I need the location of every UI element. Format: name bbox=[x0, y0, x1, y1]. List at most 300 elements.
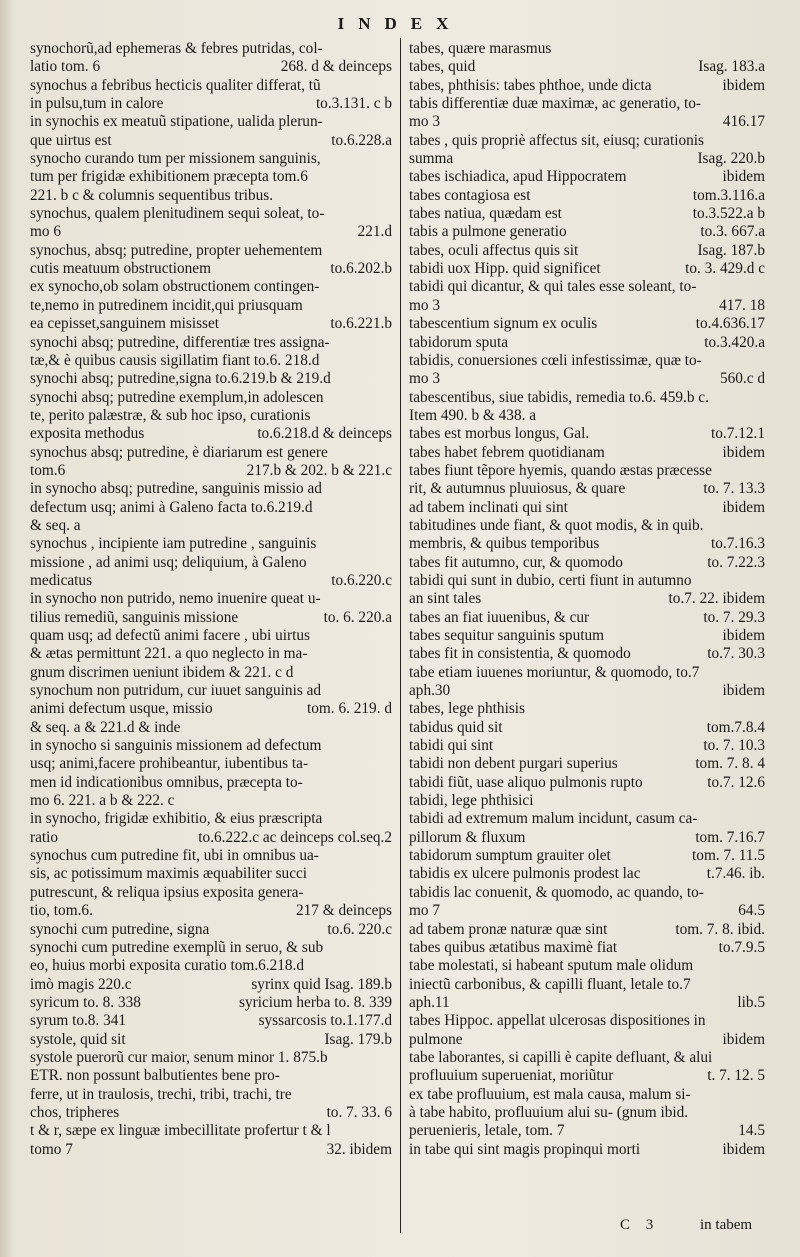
index-entry-line bbox=[30, 58, 392, 76]
index-entry-line bbox=[409, 664, 765, 682]
index-entry-line bbox=[409, 921, 765, 939]
entry-reference: to.3.522.a b bbox=[692, 205, 765, 223]
entry-reference: 217.b & 202. b & 221.c bbox=[246, 461, 392, 479]
entry-reference: ibidem bbox=[722, 1140, 765, 1158]
entry-text: te,nemo in putredinem incidit,qui priusquam bbox=[30, 296, 303, 314]
index-entry-line bbox=[409, 113, 765, 131]
entry-text: pulmone bbox=[409, 1030, 463, 1048]
entry-text: tabes sequitur sanguinis sputum bbox=[409, 627, 605, 644]
entry-reference: to.6.220.c bbox=[331, 571, 392, 589]
index-entry-line bbox=[30, 187, 392, 205]
entry-text: tabes natiua, quædam est bbox=[409, 205, 562, 223]
entry-text: tabe etiam iuuenes moriuntur, & quomodo, to.7 bbox=[409, 663, 700, 681]
index-entry-line bbox=[409, 58, 765, 76]
entry-text: systole, quid sit bbox=[30, 1030, 126, 1048]
index-entry-line bbox=[409, 939, 765, 957]
entry-reference: ibidem bbox=[722, 627, 765, 644]
entry-text: imò magis 220.c bbox=[30, 975, 132, 993]
entry-text: mo 6 bbox=[30, 223, 62, 241]
entry-reference: t.7.46. ib. bbox=[706, 865, 765, 883]
entry-reference: ibidem bbox=[722, 1030, 765, 1048]
index-entry-line bbox=[30, 939, 392, 957]
entry-text: tabescentibus, siue tabidis, remedia to.6. 459.b c. bbox=[409, 388, 709, 406]
index-entry-line bbox=[30, 1122, 392, 1140]
entry-reference: to.3.131. c b bbox=[315, 95, 392, 113]
index-entry-line bbox=[409, 590, 765, 608]
entry-reference: to. 7. 13.3 bbox=[703, 480, 765, 498]
entry-text: tabes, phthisis: tabes phthoe, unde dicta bbox=[409, 76, 652, 94]
index-entry-line bbox=[409, 205, 765, 223]
index-entry-line bbox=[409, 425, 765, 443]
entry-text: tabidus quid sit bbox=[409, 718, 503, 736]
entry-reference: 268. d & deinceps bbox=[280, 58, 392, 76]
entry-text: tabes habet febrem quotidianam bbox=[409, 443, 605, 461]
entry-text: tabitudines unde fiant, & quot modis, & in quib. bbox=[409, 516, 704, 534]
entry-text: tomo 7 bbox=[30, 1140, 73, 1158]
entry-reference: syssarcosis to.1.177.d bbox=[258, 1012, 392, 1030]
index-entry-line bbox=[409, 315, 765, 333]
entry-text: tabes contagiosa est bbox=[409, 186, 531, 204]
right-column bbox=[409, 40, 765, 1159]
column-divider bbox=[400, 38, 401, 1233]
index-entry-line bbox=[30, 609, 392, 627]
index-entry-line bbox=[30, 352, 392, 370]
index-entry-line bbox=[30, 315, 392, 333]
entry-text: men id indicationibus omnibus, præcepta to- bbox=[30, 773, 303, 791]
entry-reference: 14.5 bbox=[738, 1122, 765, 1140]
entry-reference: 416.17 bbox=[722, 113, 765, 131]
entry-reference: to. 6. 220.a bbox=[323, 608, 392, 626]
entry-text: quam usq; ad defectũ animi facere , ubi uirtus bbox=[30, 627, 310, 644]
index-entry-line bbox=[30, 132, 392, 150]
entry-reference: to.7.12.1 bbox=[711, 425, 765, 443]
index-entry-line bbox=[30, 700, 392, 718]
entry-text: cutis meatuum obstructionem bbox=[30, 260, 211, 278]
index-entry-line bbox=[30, 829, 392, 847]
entry-text: synochi cum putredine, signa bbox=[30, 920, 210, 938]
index-entry-line bbox=[409, 1012, 765, 1030]
index-entry-line bbox=[30, 865, 392, 883]
index-entry-line bbox=[409, 1049, 765, 1067]
index-entry-line bbox=[409, 370, 765, 388]
entry-text: synochus , incipiente iam putredine , sanguinis bbox=[30, 535, 317, 553]
entry-reference: Isag. 179.b bbox=[324, 1030, 392, 1048]
entry-reference: to.7. 30.3 bbox=[707, 645, 765, 663]
entry-reference: Isag. 220.b bbox=[697, 150, 765, 168]
index-entry-line bbox=[30, 884, 392, 902]
entry-reference: tom. 7. 8. 4 bbox=[695, 755, 765, 773]
index-entry-line bbox=[409, 1104, 765, 1122]
index-entry-line bbox=[30, 590, 392, 608]
index-entry-line bbox=[409, 297, 765, 315]
entry-text: mo 6. 221. a b & 222. c bbox=[30, 792, 175, 810]
entry-reference: 417. 18 bbox=[719, 296, 765, 314]
index-entry-line bbox=[409, 572, 765, 590]
index-entry-line bbox=[409, 95, 765, 113]
index-entry-line bbox=[409, 334, 765, 352]
index-entry-line bbox=[30, 480, 392, 498]
entry-text: usq; animi,facere prohibeantur, iubentibus ta- bbox=[30, 755, 309, 773]
entry-text: ad tabem inclinati qui sint bbox=[409, 498, 568, 516]
index-entry-line bbox=[409, 132, 765, 150]
index-entry-line bbox=[30, 334, 392, 352]
entry-text: synochorũ,ad ephemeras & febres putridas, col- bbox=[30, 40, 323, 57]
entry-text: tabidi qui sint bbox=[409, 737, 494, 755]
index-entry-line bbox=[409, 957, 765, 975]
entry-reference: to.6.202.b bbox=[330, 260, 392, 278]
entry-reference: to.7. 12.6 bbox=[707, 773, 765, 791]
index-entry-line bbox=[30, 278, 392, 296]
entry-reference: ibidem bbox=[722, 498, 765, 516]
entry-text: & ætas permittunt 221. a quo neglecto in ma- bbox=[30, 645, 308, 663]
entry-text: tom.6 bbox=[30, 461, 66, 479]
index-entry-line bbox=[30, 755, 392, 773]
entry-reference: to.6.221.b bbox=[330, 315, 392, 333]
index-entry-line bbox=[409, 902, 765, 920]
entry-reference: 64.5 bbox=[738, 902, 765, 920]
entry-text: ETR. non possunt balbutientes bene pro- bbox=[30, 1067, 280, 1085]
index-entry-line bbox=[409, 499, 765, 517]
index-entry-line bbox=[409, 774, 765, 792]
entry-text: iniectũ carbonibus, & capilli fluant, letale to.7 bbox=[409, 975, 691, 993]
index-entry-line bbox=[409, 517, 765, 535]
entry-reference: to. 7. 33. 6 bbox=[326, 1103, 392, 1121]
index-entry-line bbox=[30, 95, 392, 113]
entry-text: tabidis lac conuenit, & quomodo, ac quando, to- bbox=[409, 883, 704, 901]
index-entry-line bbox=[30, 627, 392, 645]
index-entry-line bbox=[30, 792, 392, 810]
entry-reference: to. 7. 10.3 bbox=[703, 737, 765, 755]
index-entry-line bbox=[30, 535, 392, 553]
entry-text: tabis a pulmone generatio bbox=[409, 223, 567, 241]
entry-text: gnum discrimen ueniunt ibidem & 221. c d bbox=[30, 663, 294, 681]
entry-text: synochus absq; putredine, è diariarum est genere bbox=[30, 443, 328, 461]
entry-reference: to. 7.22.3 bbox=[707, 553, 765, 571]
index-entry-line bbox=[409, 829, 765, 847]
entry-reference: 32. ibidem bbox=[326, 1140, 392, 1158]
entry-text: tabes, quid bbox=[409, 58, 476, 76]
index-entry-line bbox=[30, 1012, 392, 1030]
index-entry-line bbox=[30, 1067, 392, 1085]
entry-text: tabidis ex ulcere pulmonis prodest lac bbox=[409, 865, 641, 883]
index-entry-line bbox=[409, 737, 765, 755]
entry-reference: Isag. 183.a bbox=[698, 58, 765, 76]
entry-text: tabes, quære marasmus bbox=[409, 40, 552, 57]
index-entry-line bbox=[409, 278, 765, 296]
entry-text: in synochis ex meatuũ stipatione, ualida plerun- bbox=[30, 113, 323, 131]
index-entry-line bbox=[30, 957, 392, 975]
entry-reference: tom.3.116.a bbox=[692, 186, 765, 204]
signature-mark: C 3 bbox=[620, 1217, 660, 1233]
index-entry-line bbox=[409, 444, 765, 462]
index-entry-line bbox=[30, 1104, 392, 1122]
entry-text: putrescunt, & reliqua ipsius exposita genera- bbox=[30, 883, 304, 901]
index-entry-line bbox=[30, 242, 392, 260]
entry-text: tabes, lege phthisis bbox=[409, 700, 525, 718]
entry-text: & seq. a & 221.d & inde bbox=[30, 718, 181, 736]
index-entry-line bbox=[30, 902, 392, 920]
entry-text: in synocho, frigidæ exhibitio, & eius præscripta bbox=[30, 810, 323, 828]
entry-reference: to.6.222.c ac deinceps col.seq.2 bbox=[198, 828, 392, 846]
entry-reference: to. 7. 29.3 bbox=[703, 608, 765, 626]
entry-text: systole puerorũ cur maior, senum minor 1. 875.b bbox=[30, 1048, 328, 1066]
entry-reference: to.7. 22. ibidem bbox=[668, 590, 765, 608]
index-entry-line bbox=[30, 77, 392, 95]
entry-reference: syrinx quid Isag. 189.b bbox=[251, 975, 392, 993]
entry-text: profluuium superueniat, moriũtur bbox=[409, 1067, 614, 1085]
entry-text: tabes Hippoc. appellat ulcerosas dispositiones in bbox=[409, 1012, 706, 1030]
index-entry-line bbox=[30, 205, 392, 223]
entry-text: in synocho non putrido, nemo inuenire queat u- bbox=[30, 590, 321, 608]
entry-reference: to.6. 220.c bbox=[327, 920, 392, 938]
entry-text: tabes est morbus longus, Gal. bbox=[409, 425, 590, 443]
entry-text: tabidi ad extremum malum incidunt, casum ca- bbox=[409, 810, 698, 828]
entry-text: tabes an fiat iuuenibus, & cur bbox=[409, 608, 590, 626]
entry-reference: ibidem bbox=[722, 682, 765, 700]
entry-text: rit, & autumnus pluuiosus, & quare bbox=[409, 480, 626, 498]
entry-text: eo, huius morbi exposita curatio tom.6.218.d bbox=[30, 957, 305, 975]
entry-reference: ibidem bbox=[722, 443, 765, 461]
entry-text: Item 490. b & 438. a bbox=[409, 406, 537, 424]
index-entry-line bbox=[30, 774, 392, 792]
index-entry-line bbox=[30, 554, 392, 572]
index-entry-line bbox=[409, 792, 765, 810]
index-entry-line bbox=[409, 1086, 765, 1104]
index-entry-line bbox=[409, 462, 765, 480]
entry-reference: tom.7.8.4 bbox=[706, 718, 765, 736]
index-entry-line bbox=[409, 755, 765, 773]
entry-reference: to. 3. 429.d c bbox=[685, 260, 765, 278]
index-entry-line bbox=[409, 884, 765, 902]
index-entry-line bbox=[30, 425, 392, 443]
index-entry-line bbox=[409, 700, 765, 718]
index-entry-line bbox=[409, 976, 765, 994]
entry-reference: to.6.228.a bbox=[331, 131, 392, 149]
index-entry-line bbox=[409, 682, 765, 700]
index-entry-line bbox=[409, 168, 765, 186]
index-entry-line bbox=[409, 150, 765, 168]
entry-reference: to.4.636.17 bbox=[695, 315, 765, 333]
entry-reference: tom. 7.16.7 bbox=[695, 828, 765, 846]
page-header: INDEX bbox=[337, 14, 463, 33]
index-entry-line bbox=[409, 40, 765, 58]
entry-text: synocho curando tum per missionem sanguinis, bbox=[30, 150, 321, 168]
entry-reference: tom. 7. 8. ibid. bbox=[675, 920, 765, 938]
entry-text: ratio bbox=[30, 828, 59, 846]
entry-text: peruenieris, letale, tom. 7 bbox=[409, 1122, 565, 1140]
index-entry-line bbox=[409, 994, 765, 1012]
index-entry-line bbox=[409, 609, 765, 627]
entry-text: tabidorum sputa bbox=[409, 333, 508, 351]
entry-text: tabescentium signum ex oculis bbox=[409, 315, 598, 333]
entry-text: tabes fit autumno, cur, & quomodo bbox=[409, 553, 623, 571]
entry-text: mo 3 bbox=[409, 370, 441, 388]
index-entry-line bbox=[30, 499, 392, 517]
index-entry-line bbox=[409, 1122, 765, 1140]
index-entry-line bbox=[409, 810, 765, 828]
entry-text: in synocho absq; putredine, sanguinis missio ad bbox=[30, 480, 322, 498]
index-entry-line bbox=[409, 480, 765, 498]
index-entry-line bbox=[30, 645, 392, 663]
index-entry-line bbox=[30, 444, 392, 462]
entry-text: synochum non putridum, cur iuuet sanguinis ad bbox=[30, 682, 322, 700]
index-entry-line bbox=[30, 847, 392, 865]
entry-text: synochus, absq; putredine, propter uehementem bbox=[30, 241, 323, 259]
entry-reference: 217 & deinceps bbox=[295, 902, 392, 920]
index-entry-line bbox=[409, 1141, 765, 1159]
entry-text: tabes fit in consistentia, & quomodo bbox=[409, 645, 631, 663]
entry-reference: 560.c d bbox=[719, 370, 765, 388]
entry-text: tabidi qui dicantur, & qui tales esse soleant, to- bbox=[409, 278, 697, 296]
index-entry-line bbox=[30, 113, 392, 131]
entry-reference: tom. 6. 219. d bbox=[307, 700, 392, 718]
entry-text: tabidorum sumptum grauiter olet bbox=[409, 847, 611, 865]
entry-reference: t. 7. 12. 5 bbox=[707, 1067, 765, 1085]
entry-text: tabidi, lege phthisici bbox=[409, 792, 534, 810]
entry-text: tæ,& è quibus causis sigillatim fiant to.6. 218.d bbox=[30, 351, 320, 369]
index-entry-line bbox=[409, 352, 765, 370]
entry-text: tabe molestati, si habeant sputum male olidum bbox=[409, 957, 694, 975]
index-entry-line bbox=[409, 719, 765, 737]
entry-text: ad tabem pronæ naturæ quæ sint bbox=[409, 920, 608, 938]
index-entry-line bbox=[30, 1049, 392, 1067]
entry-text: synochus, qualem plenitudinem sequi soleat, to- bbox=[30, 205, 325, 223]
index-entry-line bbox=[30, 462, 392, 480]
entry-text: defectum usq; animi à Galeno facta to.6.219.d bbox=[30, 498, 313, 516]
entry-reference: to.7.16.3 bbox=[711, 535, 765, 553]
entry-text: tabidi fiũt, uase aliquo pulmonis rupto bbox=[409, 773, 643, 791]
entry-text: t & r, sæpe ex linguæ imbecillitate profertur t & l bbox=[30, 1122, 331, 1140]
index-entry-line bbox=[409, 627, 765, 645]
entry-text: tabes fiunt tẽpore hyemis, quando æstas præcesse bbox=[409, 461, 712, 479]
entry-text: medicatus bbox=[30, 571, 93, 589]
entry-reference: to.3.420.a bbox=[704, 333, 765, 351]
index-entry-line bbox=[409, 407, 765, 425]
entry-text: mo 3 bbox=[409, 296, 441, 314]
entry-reference: syricium herba to. 8. 339 bbox=[239, 993, 392, 1011]
entry-text: syrum to.8. 341 bbox=[30, 1012, 127, 1030]
entry-text: & seq. a bbox=[30, 516, 81, 534]
index-entry-line bbox=[409, 1031, 765, 1049]
entry-text: synochi cum putredine exemplũ in seruo, & sub bbox=[30, 938, 324, 956]
entry-text: tio, tom.6. bbox=[30, 902, 93, 920]
index-entry-line bbox=[409, 847, 765, 865]
index-entry-line bbox=[409, 645, 765, 663]
entry-reference: to.3. 667.a bbox=[700, 223, 765, 241]
index-entry-line bbox=[30, 994, 392, 1012]
entry-text: tabes ischiadica, apud Hippocratem bbox=[409, 168, 627, 186]
entry-text: chos, tripheres bbox=[30, 1103, 120, 1121]
entry-text: tabes , quis propriè affectus sit, eiusq; curationis bbox=[409, 131, 704, 149]
entry-reference: Isag. 187.b bbox=[697, 241, 765, 259]
index-entry-line bbox=[409, 187, 765, 205]
index-entry-line bbox=[409, 389, 765, 407]
entry-text: que uirtus est bbox=[30, 131, 112, 149]
index-entry-line bbox=[30, 921, 392, 939]
entry-text: synochi absq; putredine exemplum,in adolescen bbox=[30, 388, 324, 406]
entry-text: sis, ac potissimum maximis æquabiliter succi bbox=[30, 865, 308, 883]
entry-text: synochus a febribus hecticis qualiter differat, tũ bbox=[30, 76, 321, 94]
entry-text: pillorum & fluxum bbox=[409, 828, 526, 846]
entry-text: aph.11 bbox=[409, 993, 450, 1011]
entry-text: ea cepisset,sanguinem misisset bbox=[30, 315, 220, 333]
index-entry-line bbox=[30, 223, 392, 241]
entry-reference: 221.d bbox=[357, 223, 392, 241]
entry-reference: tom. 7. 11.5 bbox=[692, 847, 765, 865]
entry-text: synochi absq; putredine,signa to.6.219.b & 219.d bbox=[30, 370, 331, 388]
entry-text: te, perito palæstræ, & sub hoc ipso, curationis bbox=[30, 406, 311, 424]
index-entry-line bbox=[30, 572, 392, 590]
entry-text: tabidi qui sunt in dubio, certi fiunt in autumno bbox=[409, 571, 692, 589]
entry-text: membris, & quibus temporibus bbox=[409, 535, 600, 553]
entry-text: in tabe qui sint magis propinqui morti bbox=[409, 1140, 641, 1158]
entry-text: synochus cum putredine fit, ubi in omnibus ua- bbox=[30, 847, 319, 865]
index-entry-line bbox=[409, 223, 765, 241]
catchword: in tabem bbox=[700, 1217, 753, 1233]
entry-text: animi defectum usque, missio bbox=[30, 700, 213, 718]
entry-text: 221. b c & columnis sequentibus tribus. bbox=[30, 186, 274, 204]
entry-text: tum per frigidæ exhibitionem præcepta tom.6 bbox=[30, 168, 308, 186]
entry-text: à tabe habito, profluuium alui su- (gnum ibid. bbox=[409, 1103, 689, 1121]
index-entry-line bbox=[30, 40, 392, 58]
index-entry-line bbox=[409, 260, 765, 278]
entry-text: in synocho si sanguinis missionem ad defectum bbox=[30, 737, 322, 755]
index-entry-line bbox=[30, 297, 392, 315]
entry-text: missione , ad animi usq; deliquium, à Galeno bbox=[30, 553, 307, 571]
index-entry-line bbox=[30, 260, 392, 278]
entry-text: exposita methodus bbox=[30, 425, 145, 443]
index-entry-line bbox=[30, 737, 392, 755]
index-entry-line bbox=[30, 664, 392, 682]
index-entry-line bbox=[30, 517, 392, 535]
left-column bbox=[30, 40, 392, 1159]
index-entry-line bbox=[30, 810, 392, 828]
index-entry-line bbox=[30, 168, 392, 186]
index-entry-line bbox=[30, 407, 392, 425]
index-entry-line bbox=[409, 242, 765, 260]
index-entry-line bbox=[30, 389, 392, 407]
index-entry-line bbox=[409, 865, 765, 883]
entry-text: tabidi non debent purgari superius bbox=[409, 755, 618, 773]
index-entry-line bbox=[30, 150, 392, 168]
entry-text: mo 7 bbox=[409, 902, 441, 920]
entry-reference: lib.5 bbox=[737, 993, 765, 1011]
entry-text: tabidi uox Hipp. quid significet bbox=[409, 260, 601, 278]
entry-text: ex synocho,ob solam obstructionem contingen- bbox=[30, 278, 320, 296]
entry-reference: to.6.218.d & deinceps bbox=[257, 425, 392, 443]
entry-reference: ibidem bbox=[722, 76, 765, 94]
entry-text: tabes, oculi affectus quis sit bbox=[409, 241, 579, 259]
index-entry-line bbox=[409, 77, 765, 95]
index-entry-line bbox=[30, 370, 392, 388]
entry-text: syricum to. 8. 338 bbox=[30, 993, 141, 1011]
index-entry-line bbox=[30, 1086, 392, 1104]
entry-text: mo 3 bbox=[409, 113, 441, 131]
entry-text: tabes quibus ætatibus maximè fiat bbox=[409, 938, 618, 956]
index-entry-line bbox=[409, 554, 765, 572]
index-entry-line bbox=[30, 1141, 392, 1159]
index-entry-line bbox=[409, 535, 765, 553]
index-entry-line bbox=[30, 1031, 392, 1049]
index-entry-line bbox=[409, 1067, 765, 1085]
index-entry-line bbox=[30, 719, 392, 737]
entry-text: tilius remediũ, sanguinis missione bbox=[30, 608, 239, 626]
entry-text: ferre, ut in traulosis, trechi, tribi, trachi, tre bbox=[30, 1085, 292, 1103]
entry-text: ex tabe profluuium, est mala causa, malum si- bbox=[409, 1085, 691, 1103]
entry-reference: ibidem bbox=[722, 168, 765, 186]
index-entry-line bbox=[30, 682, 392, 700]
entry-text: tabis differentiæ duæ maximæ, ac generatio, to- bbox=[409, 95, 701, 113]
